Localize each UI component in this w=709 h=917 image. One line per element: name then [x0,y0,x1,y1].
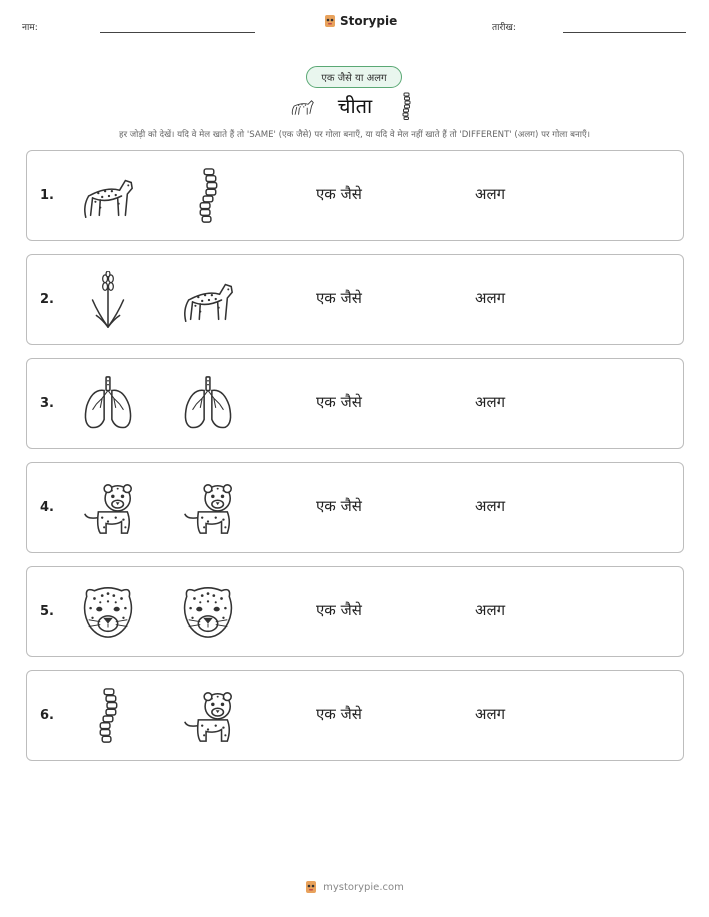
question-number: 2. [40,292,54,307]
option-same[interactable]: एक जैसे [316,705,362,723]
cheetah-icon [179,271,237,329]
option-same[interactable]: एक जैसे [316,497,362,515]
instructions: हर जोड़ी को देखें। यदि वे मेल खाते हैं तो 'SAME' (एक जैसे) पर गोला बनाएँ, या यदि वे मेल नहीं खाते हैं तो 'DIFFERENT' (अलग) पर गोला बनाएँ। [119,130,590,140]
storypie-logo-icon [305,880,317,894]
option-different[interactable]: अलग [475,393,506,411]
cheetah-cub-icon [179,687,237,745]
question-row [26,462,684,553]
question-number: 6. [40,708,54,723]
cheetah-face-icon [79,583,137,641]
question-row [26,358,684,449]
question-number: 4. [40,500,54,515]
question-number: 5. [40,604,54,619]
option-different[interactable]: अलग [475,705,506,723]
option-different[interactable]: अलग [475,185,506,203]
worksheet-type-badge: एक जैसे या अलग [306,66,402,88]
question-number: 1. [40,188,54,203]
cheetah-icon [79,167,137,225]
lungs-icon [79,375,137,433]
name-line[interactable] [100,32,255,33]
option-different[interactable]: अलग [475,289,506,307]
option-different[interactable]: अलग [475,497,506,515]
option-same[interactable]: एक जैसे [316,289,362,307]
title-cheetah-icon [288,93,316,119]
option-same[interactable]: एक जैसे [316,185,362,203]
option-same[interactable]: एक जैसे [316,393,362,411]
spine-icon [79,687,137,745]
brand-logo [324,14,397,28]
wheat-icon [79,271,137,329]
option-same[interactable]: एक जैसे [316,601,362,619]
cheetah-face-icon [179,583,237,641]
cheetah-cub-icon [79,479,137,537]
lungs-icon [179,375,237,433]
option-different[interactable]: अलग [475,601,506,619]
name-label: नाम: [22,23,38,33]
question-number: 3. [40,396,54,411]
spine-icon [179,167,237,225]
page-title: चीता [337,94,373,118]
brand-name: Storypie [340,14,398,28]
question-row [26,150,684,241]
cheetah-cub-icon [179,479,237,537]
date-line[interactable] [563,32,686,33]
question-row [26,670,684,761]
footer [0,880,709,894]
date-label: तारीख: [492,23,516,33]
footer-url[interactable]: mystorypie.com [323,881,404,893]
title-spine-icon [396,90,416,122]
question-row [26,254,684,345]
question-row [26,566,684,657]
storypie-logo-icon [324,14,336,28]
